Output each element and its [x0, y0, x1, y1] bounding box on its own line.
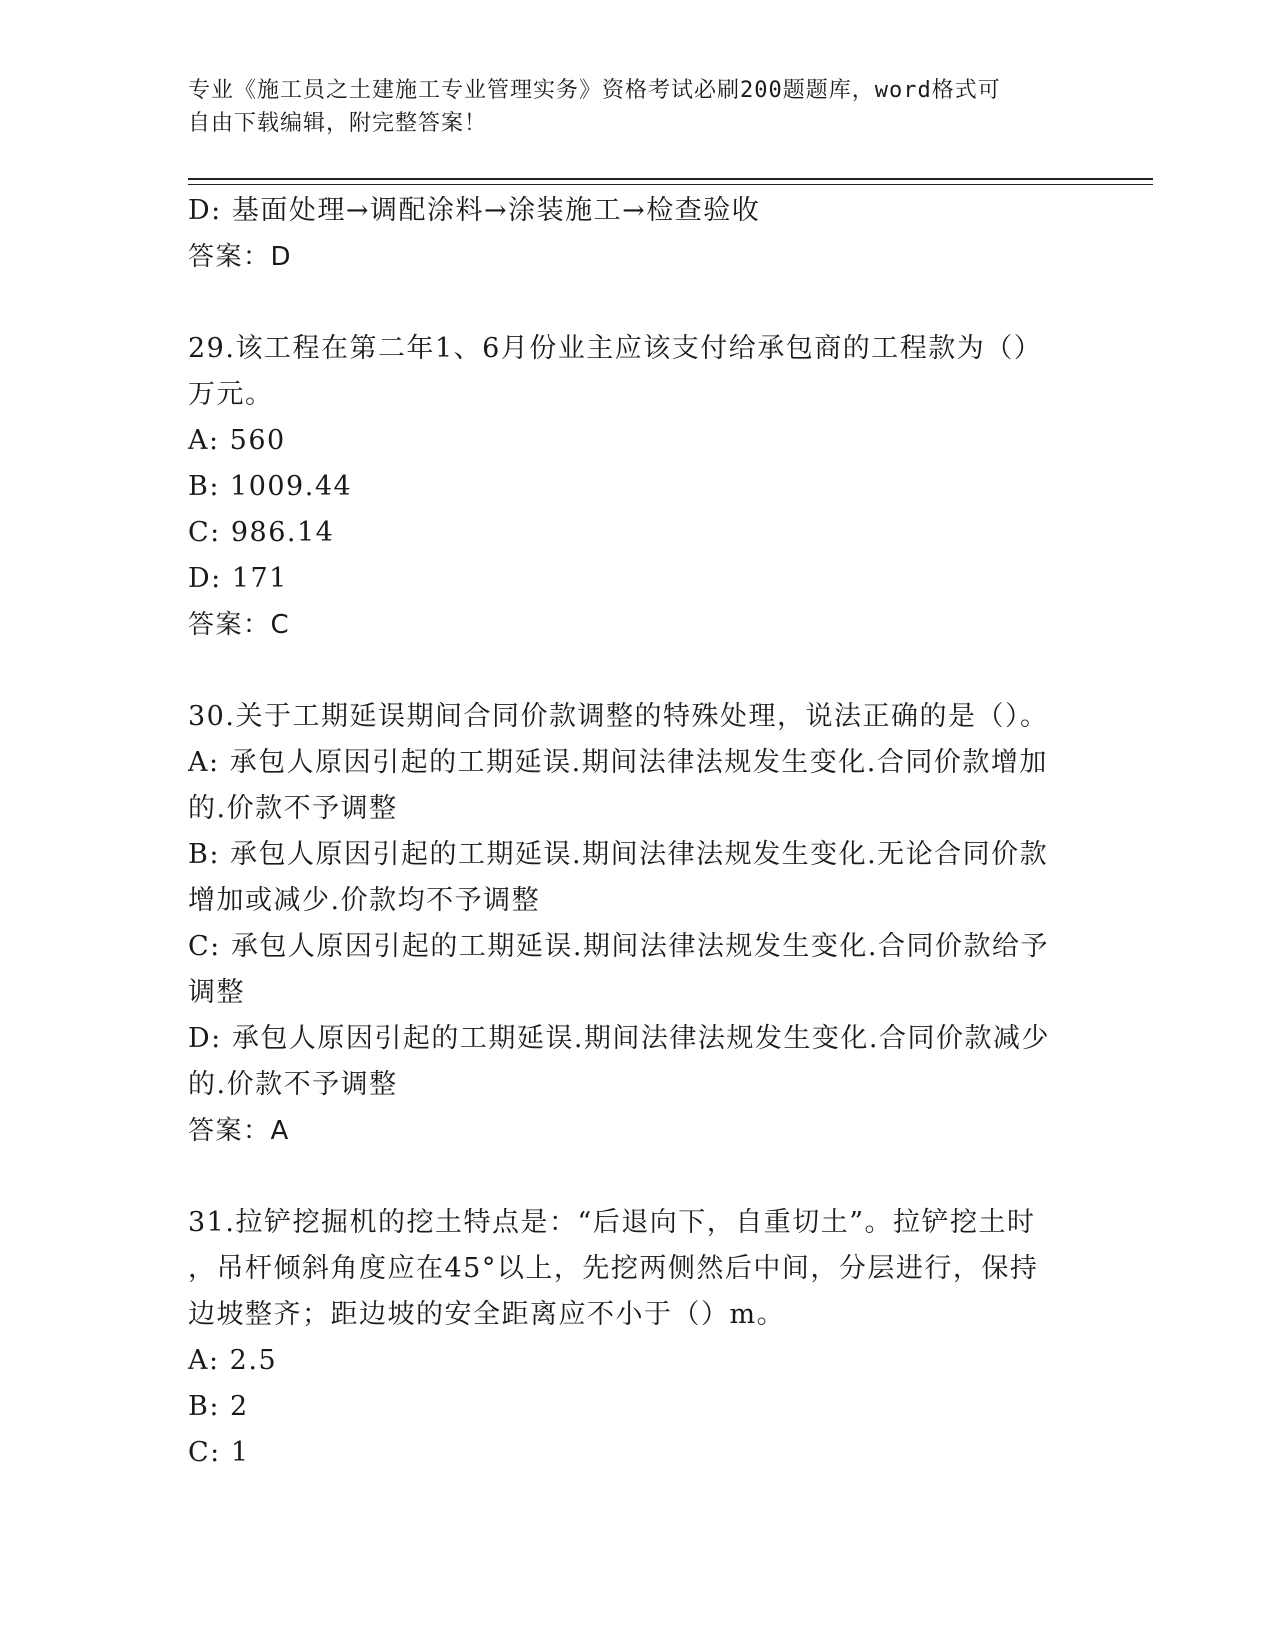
question-30: [188, 694, 1088, 1154]
option-b-cont: 增加或减少.价款均不予调整: [188, 885, 541, 916]
answer-line: 答案：D: [188, 242, 293, 272]
header-line-2: 自由下载编辑，附完整答案！: [188, 111, 488, 136]
option-b: B: 1009.44: [188, 471, 353, 502]
question-stem: 31.拉铲挖掘机的挖土特点是：“后退向下，自重切土”。拉铲挖土时: [188, 1207, 1036, 1238]
question-stem-cont: ，吊杆倾斜角度应在45°以上，先挖两侧然后中间，分层进行，保持: [188, 1253, 1039, 1284]
option-d-cont: 的.价款不予调整: [188, 1069, 398, 1100]
option-d: D: 基面处理→调配涂料→涂装施工→检查验收: [188, 195, 761, 226]
answer-line: 答案：C: [188, 610, 291, 640]
option-c: C: 1: [188, 1437, 250, 1468]
question-stem-cont: 万元。: [188, 379, 274, 410]
question-stem: 30.关于工期延误期间合同价款调整的特殊处理，说法正确的是（）。: [188, 701, 1049, 732]
header-divider-thick: [188, 178, 1153, 180]
option-d: D: 承包人原因引起的工期延误.期间法律法规发生变化.合同价款减少: [188, 1023, 1050, 1054]
question-stem: 29.该工程在第二年1、6月份业主应该支付给承包商的工程款为（）: [188, 333, 1043, 364]
option-c: C: 986.14: [188, 517, 335, 548]
option-a: A: 560: [188, 425, 286, 456]
question-31: [188, 1200, 1088, 1476]
option-a: A: 承包人原因引起的工期延误.期间法律法规发生变化.合同价款增加: [188, 747, 1048, 778]
option-b: B: 承包人原因引起的工期延误.期间法律法规发生变化.无论合同价款: [188, 839, 1049, 870]
option-a-cont: 的.价款不予调整: [188, 793, 398, 824]
header-divider-thin: [188, 184, 1153, 185]
question-29: [188, 326, 1088, 648]
header-line-1: 专业《施工员之土建施工专业管理实务》资格考试必刷200题题库，word格式可: [188, 78, 1001, 103]
question-list: [188, 188, 1088, 1476]
option-b: B: 2: [188, 1391, 249, 1422]
option-c-cont: 调整: [188, 977, 245, 1008]
answer-line: 答案：A: [188, 1116, 290, 1146]
question-stem-cont: 边坡整齐；距边坡的安全距离应不小于（）m。: [188, 1299, 786, 1330]
option-c: C: 承包人原因引起的工期延误.期间法律法规发生变化.合同价款给予: [188, 931, 1050, 962]
option-d: D: 171: [188, 563, 288, 594]
document-header: [188, 74, 1078, 140]
option-a: A: 2.5: [188, 1345, 278, 1376]
question-28-tail: [188, 188, 1088, 280]
